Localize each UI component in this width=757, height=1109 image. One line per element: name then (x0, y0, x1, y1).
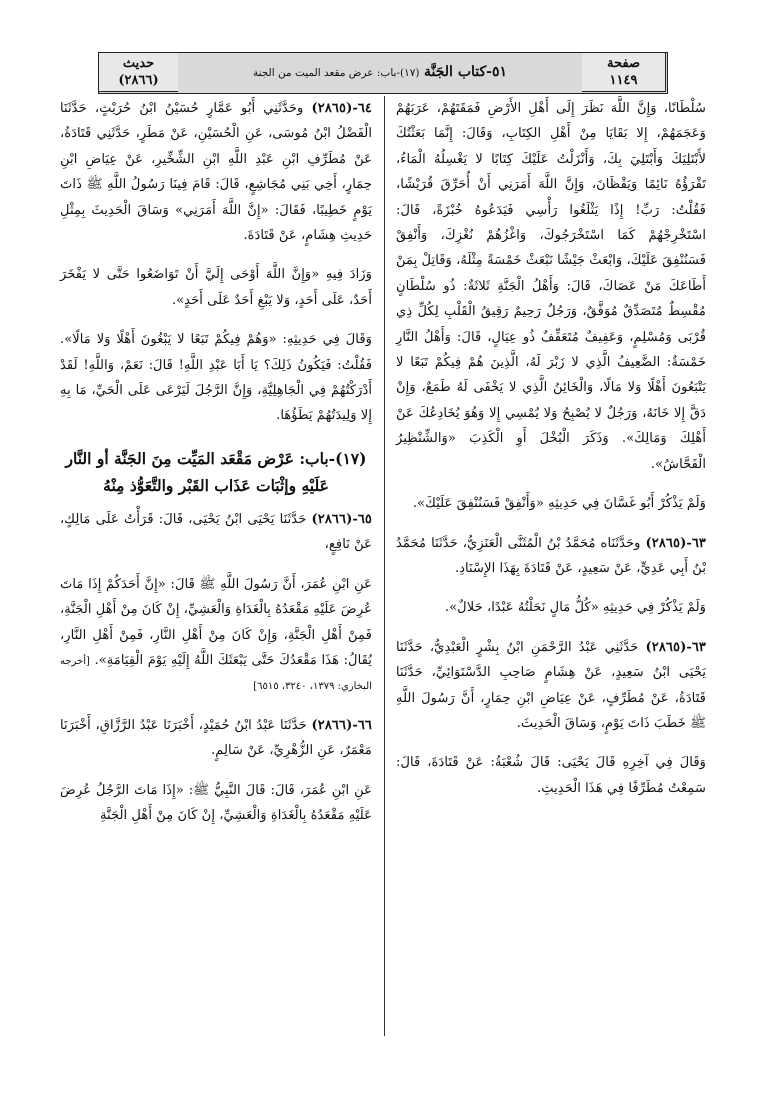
hadith-ref-number: ٦٤-(٢٨٦٥) (311, 101, 372, 116)
hadith-number-box (98, 52, 178, 92)
hadith-label: حديث (122, 56, 155, 71)
paragraph-text: وَقَالَ فِي حَدِيثِهِ: «وَهُمْ فِيكُمْ تَبَعًا لا يَبْغُونَ أَهْلًا وَلا مَالًا». فَقُلْتُ: فَيَكُونُ ذَلِكَ؟ يَا أَبَا عَبْدِ اللَّهِ! قَالَ: نَعَمْ، وَاللَّهِ! لَقَدْ أَدْرَكْتُهُمْ فِي الْجَاهِلِيَّةِ، وَإِنَّ الرَّجُلَ لَيَرْعَى عَلَى الْحَيِّ، مَا بِهِ إِلا وَلِيدَتُهُمْ يَطَؤُهَا. (60, 332, 372, 424)
paragraph (60, 713, 372, 764)
paragraph (396, 595, 706, 620)
page-number-box (582, 52, 666, 92)
paragraph (396, 750, 706, 801)
column-divider (384, 96, 385, 1036)
hadith-ref-number: ٦٣-(٢٨٦٥) (645, 639, 706, 655)
chapter-title: (١٧)-باب: عرض مقعد الميت من الجنة (252, 67, 420, 79)
page-number: ١١٤٩ (609, 73, 638, 88)
paragraph-text: وحَدَّثَنَاه مُحَمَّدُ بْنُ الْمُثَنَّى الْعَنَزِيُّ، حَدَّثَنَا مُحَمَّدُ بْنُ أَبِي عَدِيٍّ، عَنْ سَعِيدٍ، عَنْ قَتَادَةَ بِهَذَا الإِسْنَادِ. (396, 535, 706, 576)
hadith-ref-number: ٦٥-(٢٨٦٦) (311, 511, 372, 527)
paragraph (60, 262, 372, 313)
hadith-ref-number: ٦٦-(٢٨٦٦) (311, 717, 372, 733)
paragraph-text: وَقَالَ فِي آخِرِهِ قَالَ يَحْيَى: قَالَ شُعْبَةُ: عَنْ قَتَادَةَ، قَالَ: سَمِعْتُ مُطَرِّفًا فِي هَذَا الْحَدِيثِ. (396, 755, 706, 796)
hadith-number: (٢٨٦٦) (118, 73, 159, 88)
paragraph-text: وَلَمْ يَذْكُرْ فِي حَدِيثِهِ «كُلُّ مَالٍ نَحَلْتُهُ عَبْدًا، حَلالٌ». (444, 600, 706, 616)
right-column (396, 96, 706, 801)
paragraph-text: حَدَّثَنَا عَبْدُ ابْنُ حُمَيْدٍ، أَخْبَرَنَا عَبْدُ الرَّزَّاقِ، أَخْبَرَنَا مَعْمَرٌ، عَنِ الزُّهْرِيِّ، عَنْ سَالِمٍ. (60, 717, 372, 759)
chapter-heading: (١٧)-باب: عَرْض مَقْعَد المَيِّت مِنَ الجَنَّة أو النَّار عَلَيْهِ وإثْبَات عَذَاب القَبْر والتَّعَوُّذ مِنْهُ (65, 448, 367, 495)
paragraph (396, 635, 706, 737)
source-reference: [أخرجه البخاري: ١٣٧٩، ٣٢٤٠، ٦٥١٥] (60, 655, 372, 693)
hadith-ref-number: ٦٣-(٢٨٦٥) (645, 535, 706, 551)
paragraph-text: عَنِ ابْنِ عُمَرَ، أَنَّ رَسُولَ اللَّهِ ﷺ قَالَ: «إِنَّ أَحَدَكُمْ إِذَا مَاتَ عُرِضَ عَلَيْهِ مَقْعَدُهُ بِالْغَدَاةِ وَالْعَشِيِّ، إِنْ كَانَ مِنْ أَهْلِ الْجَنَّةِ، فَمِنْ أَهْلِ الْجَنَّةِ، وَإِنْ كَانَ مِنْ أَهْلِ النَّارِ، فَمِنْ أَهْلِ النَّارِ، يُقَالُ: هَذَا مَقْعَدُكَ حَتَّى يَبْعَثَكَ اللَّهُ إِلَيْهِ يَوْمَ الْقِيَامَةِ». (60, 576, 372, 668)
paragraph-text: وَزَادَ فِيهِ «وَإِنَّ اللَّهَ أَوْحَى إِلَيَّ أَنْ تَوَاضَعُوا حَتَّى لا يَفْخَرَ أَحَدٌ، عَلَى أَحَدٍ، وَلا يَبْغِ أَحَدٌ عَلَى أَحَدٍ». (60, 267, 372, 308)
left-column (60, 96, 372, 828)
paragraph-text: وَلَمْ يَذْكُرْ أَبُو غَسَّانَ فِي حَدِيثِهِ «وَأَنْفِقْ فَسَنُنْفِقَ عَلَيْكَ». (412, 496, 706, 512)
paragraph-text: حَدَّثَنَا يَحْيَى ابْنُ يَحْيَى، قَالَ: قَرَأْتُ عَلَى مَالِكٍ، عَنْ نَافِعٍ، (60, 511, 372, 553)
paragraph-text: عَنِ ابْنِ عُمَرَ، قَالَ: قَالَ النَّبِيُّ ﷺ: «إِذَا مَاتَ الرَّجُلُ عُرِضَ عَلَيْهِ مَقْعَدُهُ بِالْغَدَاةِ وَالْعَشِيِّ، إِنْ كَانَ مِنْ أَهْلِ الْجَنَّةِ (60, 782, 372, 823)
paragraph (60, 327, 372, 429)
paragraph-text: حَدَّثَنِي عَبْدُ الرَّحْمَنِ ابْنُ بِشْرٍ الْعَبْدِيُّ، حَدَّثَنَا يَحْيَى ابْنُ سَعِيدٍ، عَنْ هِشَامٍ صَاحِبِ الدَّسْتَوَائِيِّ، حَدَّثَنَا قَتَادَةُ، عَنْ مُطَرِّفٍ، عَنْ عِيَاضِ ابْنِ حِمَارٍ، أَنَّ رَسُولَ اللَّهِ ﷺ خَطَبَ ذَاتَ يَوْمٍ، وَسَاقَ الْحَدِيثَ. (396, 639, 706, 731)
page-label: صفحة (607, 56, 640, 71)
running-title (178, 58, 582, 87)
book-title: ٥١-كتاب الجَنَّة (424, 64, 508, 80)
paragraph (60, 96, 372, 248)
paragraph (396, 96, 706, 477)
paragraph (60, 507, 372, 558)
paragraph (60, 778, 372, 829)
paragraph (60, 572, 372, 699)
paragraph-text: سُلْطَانًا، وَإِنَّ اللَّهَ نَظَرَ إِلَى أَهْلِ الأَرْضِ فَمَقَتَهُمْ، عَرَبَهُمْ وَعَجَمَهُمْ، إِلا بَقَايَا مِنْ أَهْلِ الكِتَابِ، وَقَالَ: إِنَّمَا بَعَثْتُكَ لأَبْتَلِيَكَ وَأَبْتَلِيَ بِكَ، وَأَنْزَلْتُ عَلَيْكَ كِتَابًا لا يَغْسِلُهُ الْمَاءُ، تَقْرَؤُهُ نَائِمًا وَيَقْظَانَ، وَإِنَّ اللَّهَ أَمَرَنِي أَنْ أُحَرِّقَ قُرَيْشًا، فَقُلْتُ: رَبِّ! إِذًا يَثْلَغُوا رَأْسِي فَيَدَعُوهُ خُبْزَةً، قَالَ: اسْتَخْرِجْهُمْ كَمَا اسْتَخْرَجُوكَ، وَاغْزُهُمْ نُغْزِكَ، وَأَنْفِقْ فَسَنُنْفِقَ عَلَيْكَ، وَابْعَثْ جَيْشًا نَبْعَثْ خَمْسَةً مِثْلَهُ، وَقَاتِلْ بِمَنْ أَطَاعَكَ مَنْ عَصَاكَ، قَالَ: وَأَهْلُ الْجَنَّةِ ثَلاثَةٌ: ذُو سُلْطَانٍ مُقْسِطٌ مُتَصَدِّقٌ مُوَفَّقٌ، وَرَجُلٌ رَحِيمٌ رَقِيقُ الْقَلْبِ لِكُلِّ ذِي قُرْبَى وَمُسْلِمٍ، وَعَفِيفٌ مُتَعَفِّفٌ ذُو عِيَالٍ، قَالَ: وَأَهْلُ النَّارِ خَمْسَةٌ: الضَّعِيفُ الَّذِي لا زَبْرَ لَهُ، الَّذِينَ هُمْ فِيكُمْ تَبَعًا لا يَتْبَعُونَ أَهْلًا وَلا مَالًا، وَالْخَائِنُ الَّذِي لا يَخْفَى لَهُ طَمَعٌ، وَإِنْ دَقَّ إِلا خَانَهُ، وَرَجُلٌ لا يُصْبِحُ وَلا يُمْسِي إِلا وَهُوَ يُخَادِعُكَ عَنْ أَهْلِكَ وَمَالِكَ». وَذَكَرَ الْبُخْلَ أَوِ الْكَذِبَ «وَالشِّنْظِيرُ الْفَحَّاشُ». (396, 101, 706, 472)
paragraph (396, 531, 706, 582)
paragraph-text: وحَدَّثَنِي أَبُو عَمَّارٍ حُسَيْنُ ابْنُ حُرَيْثٍ، حَدَّثَنَا الْفَضْلُ ابْنُ مُوسَى، عَنِ الْحُسَيْنِ، عَنْ مَطَرٍ، حَدَّثَنِي قَتَادَةُ، عَنْ مُطَرِّفِ ابْنِ عَبْدِ اللَّهِ ابْنِ الشِّخِّيرِ، عَنْ عِيَاضِ ابْنِ حِمَارٍ، أَخِي بَنِي مُجَاشِعٍ، قَالَ: قَامَ فِينَا رَسُولُ اللَّهِ ﷺ ذَاتَ يَوْمٍ خَطِيبًا، فَقَالَ: «إِنَّ اللَّهَ أَمَرَنِي» وَسَاقَ الْحَدِيثَ بِمِثْلِ حَدِيثِ هِشَامٍ، عَنْ قَتَادَةَ. (60, 101, 372, 244)
paragraph (396, 491, 706, 516)
